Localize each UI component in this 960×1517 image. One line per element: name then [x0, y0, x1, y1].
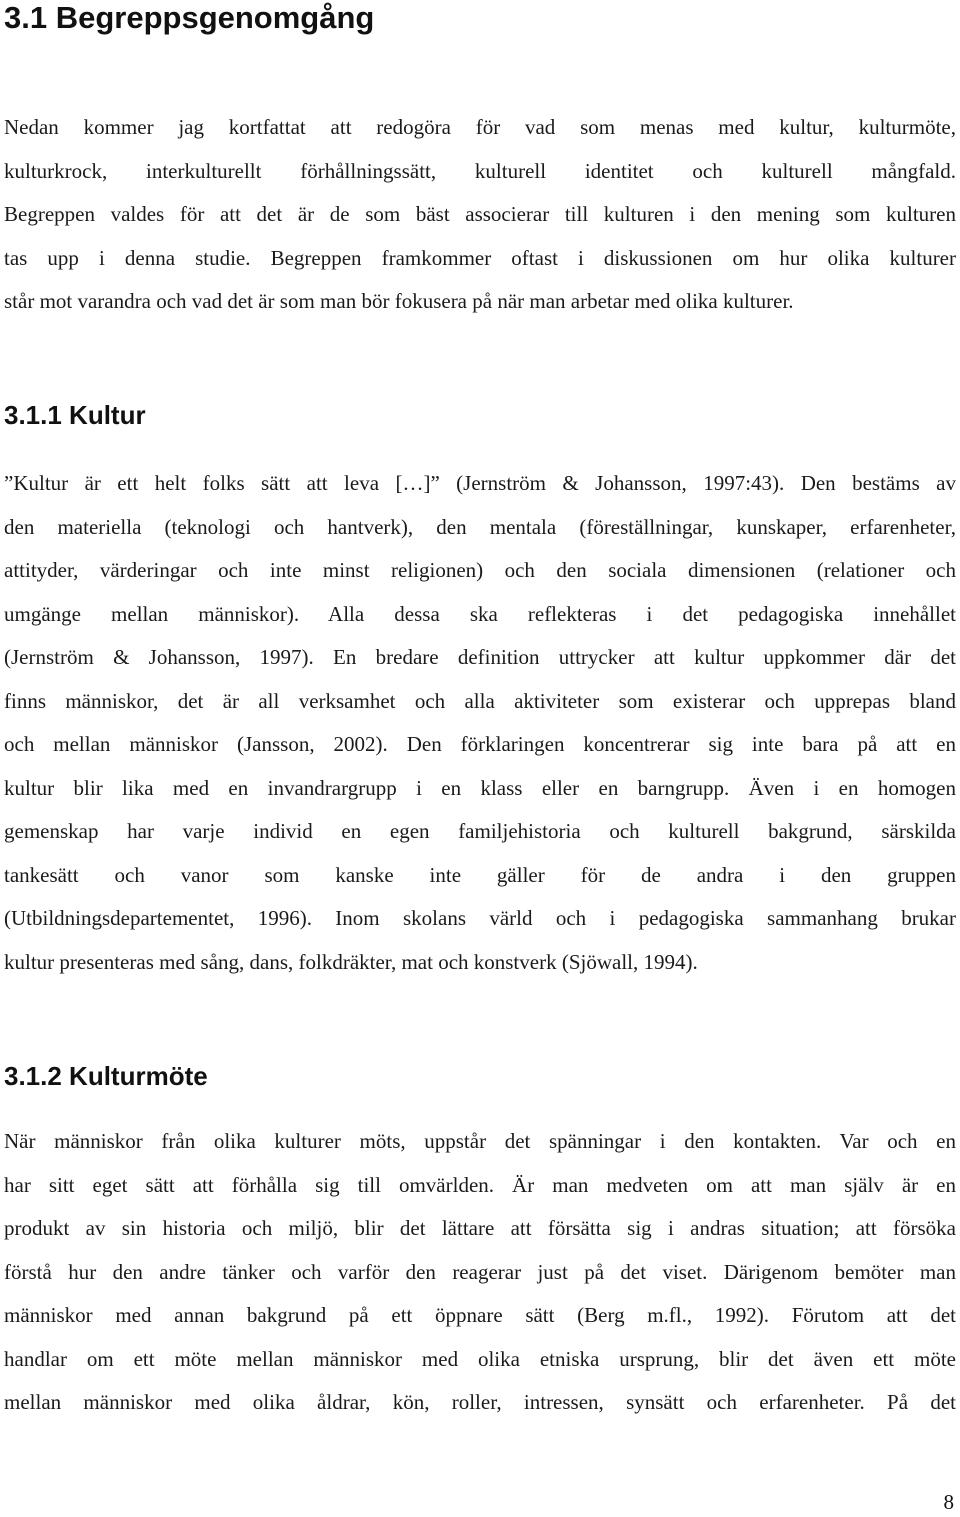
paragraph-line: handlar om ett möte mellan människor med olika etniska ursprung, blir det även ett möte [4, 1346, 956, 1371]
paragraph-line: När människor från olika kulturer möts, uppstår det spänningar i den kontakten. Var och en [4, 1129, 956, 1153]
intro-paragraph [4, 106, 956, 324]
subsection-heading-kultur: 3.1.1 Kultur [4, 400, 146, 430]
paragraph-line: finns människor, det är all verksamhet och alla aktiviteter som existerar och upprepas bland [4, 688, 956, 713]
paragraph-line: den materiella (teknologi och hantverk), den mentala (föreställningar, kunskaper, erfarenheter, [4, 514, 956, 539]
paragraph-line: kultur blir lika med en invandrargrupp i en klass eller en barngrupp. Även i en homogen [4, 775, 956, 800]
paragraph-line: mellan människor med olika åldrar, kön, roller, intressen, synsätt och erfarenheter. På det [4, 1390, 956, 1414]
kulturmote-paragraph [4, 1120, 956, 1425]
paragraph-line: och mellan människor (Jansson, 2002). Den förklaringen koncentrerar sig inte bara på att en [4, 732, 956, 756]
section-heading: 3.1 Begreppsgenomgång [4, 0, 375, 35]
paragraph-line: (Jernström & Johansson, 1997). En bredare definition uttrycker att kultur uppkommer där det [4, 645, 956, 669]
paragraph-line: tas upp i denna studie. Begreppen framkommer oftast i diskussionen om hur olika kulturer [4, 245, 956, 270]
paragraph-line: ”Kultur är ett helt folks sätt att leva […]” (Jernström & Johansson, 1997:43). Den bestäms av [4, 471, 956, 495]
paragraph-line: kulturkrock, interkulturellt förhållningssätt, kulturell identitet och kulturell mångfald. [4, 158, 956, 183]
paragraph-line: produkt av sin historia och miljö, blir det lättare att försätta sig i andras situation; att försöka [4, 1216, 956, 1240]
paragraph-line: gemenskap har varje individ en egen familjehistoria och kulturell bakgrund, särskilda [4, 819, 956, 843]
paragraph-line: står mot varandra och vad det är som man bör fokusera på när man arbetar med olika kulturer. [4, 289, 794, 313]
paragraph-line: Nedan kommer jag kortfattat att redogöra för vad som menas med kultur, kulturmöte, [4, 115, 956, 139]
paragraph-line: förstå hur den andre tänker och varför den reagerar just på det viset. Därigenom bemöter man [4, 1259, 956, 1284]
paragraph-line: attityder, värderingar och inte minst religionen) och den sociala dimensionen (relationer och [4, 558, 956, 582]
paragraph-line: umgänge mellan människor). Alla dessa ska reflekteras i det pedagogiska innehållet [4, 601, 956, 626]
page-number: 8 [943, 1490, 954, 1514]
paragraph-line: människor med annan bakgrund på ett öppnare sätt (Berg m.fl., 1992). Förutom att det [4, 1303, 956, 1327]
paragraph-line: kultur presenteras med sång, dans, folkdräkter, mat och konstverk (Sjöwall, 1994). [4, 949, 698, 974]
paragraph-line: tankesätt och vanor som kanske inte gäller för de andra i den gruppen [4, 862, 956, 887]
subsection-heading-kulturmote: 3.1.2 Kulturmöte [4, 1061, 208, 1091]
kultur-paragraph [4, 462, 956, 984]
paragraph-line: har sitt eget sätt att förhålla sig till omvärlden. Är man medveten om att man själv är en [4, 1172, 956, 1197]
paragraph-line: Begreppen valdes för att det är de som bäst associerar till kulturen i den mening som kulturen [4, 202, 956, 226]
paragraph-line: (Utbildningsdepartementet, 1996). Inom skolans värld och i pedagogiska sammanhang brukar [4, 906, 956, 930]
